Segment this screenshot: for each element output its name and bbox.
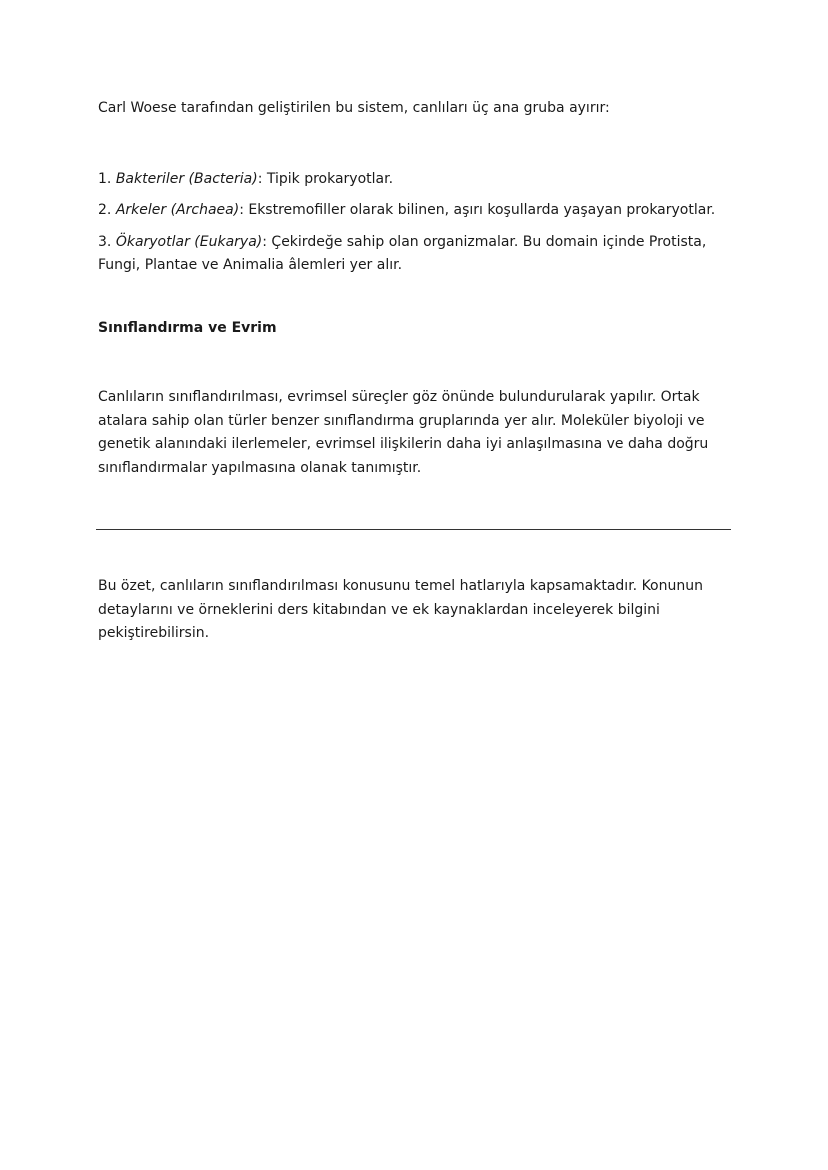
- list-item: [98, 168, 734, 192]
- domain-list: [98, 168, 734, 278]
- list-term: Bakteriler (Bacteria): [115, 170, 258, 187]
- list-number: 2.: [98, 202, 116, 218]
- section-body: Canlıların sınıflandırılması, evrimsel süreçler göz önünde bulundurularak yapılır. Ortak atalara sahip olan türler benzer sınıflandırma gruplarında yer alır. Moleküler biyoloji ve genetik alanındaki ilerlemeler, evrimsel ilişkilerin daha iyi anlaşılmasına ve daha doğru sınıflandırmalar yapılmasına olanak tanımıştır.: [98, 389, 709, 476]
- list-item: [98, 231, 734, 278]
- list-number: 1.: [98, 170, 116, 187]
- horizontal-divider: [96, 529, 731, 530]
- list-description: : Tipik prokaryotlar.: [257, 170, 394, 187]
- list-term: Arkeler (Archaea): [115, 202, 240, 218]
- list-item: [98, 199, 734, 223]
- list-description: : Çekirdeğe sahip olan organizmalar. Bu domain içinde Protista, Fungi, Plantae ve Animalia âlemleri yer alır.: [98, 233, 707, 273]
- intro-paragraph: Carl Woese tarafından geliştirilen bu sistem, canlıları üç ana gruba ayırır:: [98, 100, 610, 116]
- list-number: 3.: [98, 233, 116, 250]
- list-term: Ökaryotlar (Eukarya): [115, 233, 263, 250]
- summary-paragraph: Bu özet, canlıların sınıflandırılması konusunu temel hatlarıyla kapsamaktadır. Konunun detaylarını ve örneklerini ders kitabından ve ek kaynaklardan inceleyerek bilgini pekiştirebilirsin.: [98, 578, 703, 641]
- document-content: [98, 97, 734, 480]
- section-heading: Sınıflandırma ve Evrim: [98, 319, 277, 336]
- list-description: : Ekstremofiller olarak bilinen, aşırı koşullarda yaşayan prokaryotlar.: [239, 202, 716, 218]
